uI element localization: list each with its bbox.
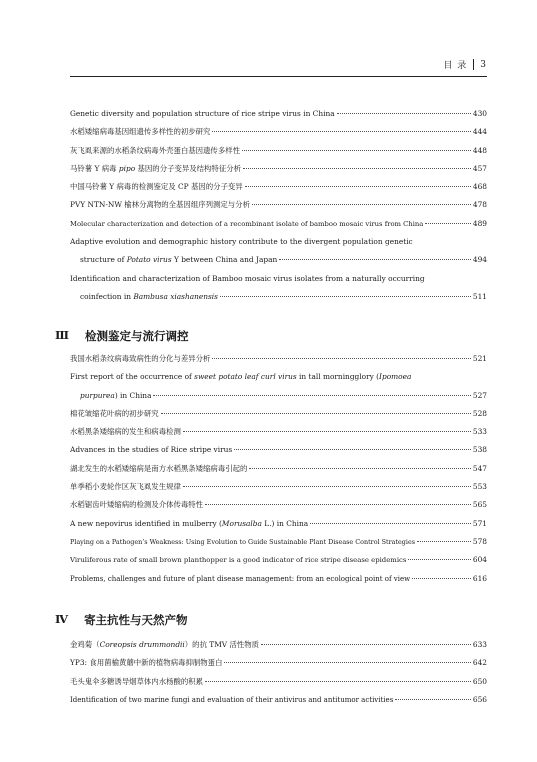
leader-dots: [408, 559, 470, 560]
leader-dots: [224, 662, 470, 663]
toc-list-section-iii: [70, 350, 487, 588]
toc-entry-title: Genetic diversity and population structure of rice stripe virus in China: [70, 109, 335, 118]
toc-entry-title-line1[interactable]: Identification and characterization of Bamboo mosaic virus isolates from a naturally occurring: [70, 273, 425, 283]
toc-entry[interactable]: [70, 215, 487, 233]
section-title: 寄主抗性与天然产物: [84, 613, 188, 627]
toc-entry[interactable]: [70, 478, 487, 496]
toc-entry-title: 水稻矮缩病毒基因组遗传多样性的初步研究: [70, 127, 211, 137]
leader-dots: [212, 358, 470, 359]
leader-dots: [220, 296, 471, 297]
leader-dots: [425, 223, 471, 224]
toc-entry[interactable]: [70, 288, 487, 306]
toc-entry-title: 湖北发生的水稻矮缩病是南方水稻黑条矮缩病毒引起的: [70, 463, 248, 473]
section-number: Ⅳ: [55, 612, 69, 626]
toc-entry-title: structure of Potato virus Y between China and Japan: [80, 255, 278, 265]
toc-entry-title: Playing on a Pathogen’s Weakness: Using Evolution to Guide Sustainable Plant Disease Control Strategies: [70, 537, 415, 546]
leader-dots: [249, 468, 471, 469]
toc-entry[interactable]: [70, 533, 487, 551]
toc-entry-title: Problems, challenges and future of plant disease management: from an ecological point of view: [70, 574, 411, 583]
toc-entry-page: 511: [472, 291, 487, 301]
toc-entry-page: 489: [472, 218, 487, 228]
section-heading-iii: [55, 328, 189, 344]
toc-entry-title: A new nepovirus identified in mulberry (Morusalba L.) in China: [70, 518, 309, 528]
toc-entry[interactable]: [70, 387, 487, 405]
toc-entry-page: 571: [472, 518, 487, 528]
toc-entry[interactable]: [70, 178, 487, 196]
toc-entry-page: 650: [472, 676, 487, 686]
toc-entry-title: 水稻锯齿叶矮缩病的检测及介体传毒特性: [70, 500, 204, 510]
toc-entry-page: 478: [472, 200, 487, 210]
toc-entry[interactable]: [70, 350, 487, 368]
toc-entry[interactable]: [70, 160, 487, 178]
toc-list-continued: [70, 105, 487, 306]
toc-entry-title: 中国马铃薯 Y 病毒的检测鉴定及 CP 基因的分子变异: [70, 182, 243, 192]
toc-entry-title: 金鸡菊（Coreopsis drummondii）的抗 TMV 活性物质: [70, 640, 260, 649]
toc-entry[interactable]: [70, 251, 487, 269]
leader-dots: [417, 541, 471, 542]
leader-dots: [205, 504, 471, 505]
toc-entry-title: 单季稻小麦轮作区灰飞虱发生规律: [70, 482, 181, 492]
header-page-number: 3: [480, 59, 487, 70]
toc-entry-title: 灰飞虱来源的水稻条纹病毒外壳蛋白基因遗传多样性: [70, 145, 240, 155]
toc-entry-title: 我国水稻条纹病毒致病性的分化与差异分析: [70, 354, 211, 363]
section-title: 检测鉴定与流行调控: [85, 329, 189, 343]
toc-entry-title: PVY NTN-NW 榆林分离物的全基因组序列测定与分析: [70, 200, 250, 210]
leader-dots: [183, 486, 471, 487]
toc-entry-title: YP3: 食用菌榆黄蘑中新的植物病毒抑制物蛋白: [70, 658, 223, 668]
toc-entry-page: 528: [472, 408, 487, 418]
leader-dots: [261, 644, 471, 645]
leader-dots: [234, 449, 471, 450]
toc-entry-page: 565: [472, 500, 487, 510]
header-section-label: 目 录: [443, 61, 468, 71]
toc-entry-page: 444: [472, 127, 487, 137]
toc-entry[interactable]: [70, 405, 487, 423]
toc-entry-title: Viruliferous rate of small brown planthopper is a good indicator of rice stripe disease epidemics: [70, 556, 407, 565]
leader-dots: [337, 113, 471, 114]
toc-entry-page: 527: [472, 390, 487, 400]
toc-entry-title: 水稻黑条矮缩病的发生和病毒检测: [70, 427, 181, 437]
toc-entry-title: 棉花皱缩花叶病的初步研究: [70, 408, 159, 418]
leader-dots: [242, 150, 471, 151]
running-header: [70, 58, 487, 77]
leader-dots: [153, 395, 470, 396]
toc-entry[interactable]: [70, 496, 487, 514]
toc-entry-page: 494: [472, 255, 487, 265]
leader-dots: [395, 699, 471, 700]
toc-entry[interactable]: [70, 636, 487, 654]
toc-entry-page: 468: [472, 182, 487, 192]
leader-dots: [252, 204, 471, 205]
toc-entry[interactable]: [70, 441, 487, 459]
toc-entry-title-line1[interactable]: First report of the occurrence of sweet potato leaf curl virus in tall morningglory (Ipomoea: [70, 372, 412, 382]
toc-entry-title: 毛头鬼伞多糖诱导烟草体内水杨酸的积累: [70, 676, 204, 686]
toc-entry[interactable]: [70, 654, 487, 672]
section-number: Ⅲ: [55, 328, 70, 342]
toc-entry[interactable]: [70, 105, 487, 123]
toc-entry-page: 578: [472, 536, 487, 546]
leader-dots: [205, 681, 471, 682]
toc-entry[interactable]: [70, 673, 487, 691]
toc-entry[interactable]: [70, 142, 487, 160]
toc-entry-title: Molecular characterization and detection of a recombinant isolate of bamboo mosaic virus from China: [70, 219, 424, 228]
toc-entry-page: 538: [472, 445, 487, 455]
toc-entry[interactable]: [70, 691, 487, 709]
toc-entry-page: 533: [472, 427, 487, 437]
toc-list-section-iv: [70, 636, 487, 709]
toc-entry-title: Identification of two marine fungi and evaluation of their antivirus and antitumor activities: [70, 695, 394, 704]
toc-entry[interactable]: [70, 423, 487, 441]
toc-entry-page: 521: [472, 354, 487, 363]
header-divider: [473, 59, 474, 70]
toc-entry-page: 547: [472, 463, 487, 473]
toc-entry-title: coinfection in Bambusa xiashanensis: [80, 291, 218, 301]
toc-entry[interactable]: [70, 515, 487, 533]
leader-dots: [243, 168, 471, 169]
toc-entry-page: 448: [472, 145, 487, 155]
toc-entry-title: 马铃薯 Y 病毒 pipo 基因的分子变异及结构特征分析: [70, 163, 241, 173]
leader-dots: [161, 413, 471, 414]
toc-entry-page: 457: [472, 163, 487, 173]
toc-entry[interactable]: [70, 123, 487, 141]
toc-entry-page: 642: [472, 658, 487, 668]
toc-entry-page: 633: [472, 640, 487, 649]
toc-entry[interactable]: [70, 570, 487, 588]
toc-entry-title: Advances in the studies of Rice stripe virus: [70, 445, 233, 455]
toc-entry-page: 616: [472, 573, 487, 583]
toc-entry-page: 604: [472, 555, 487, 565]
toc-entry-title: purpurea) in China: [80, 390, 152, 400]
leader-dots: [183, 431, 471, 432]
leader-dots: [310, 523, 471, 524]
toc-entry[interactable]: [70, 196, 487, 214]
section-heading-iv: [55, 612, 188, 628]
leader-dots: [245, 186, 471, 187]
toc-entry-title-line1[interactable]: Adaptive evolution and demographic history contribute to the divergent population genetic: [70, 237, 413, 247]
leader-dots: [212, 131, 470, 132]
toc-entry[interactable]: [70, 460, 487, 478]
leader-dots: [279, 259, 471, 260]
toc-entry-page: 656: [472, 694, 487, 704]
toc-entry-page: 430: [472, 109, 487, 118]
toc-entry[interactable]: [70, 551, 487, 569]
leader-dots: [412, 578, 471, 579]
toc-entry-page: 553: [472, 482, 487, 492]
